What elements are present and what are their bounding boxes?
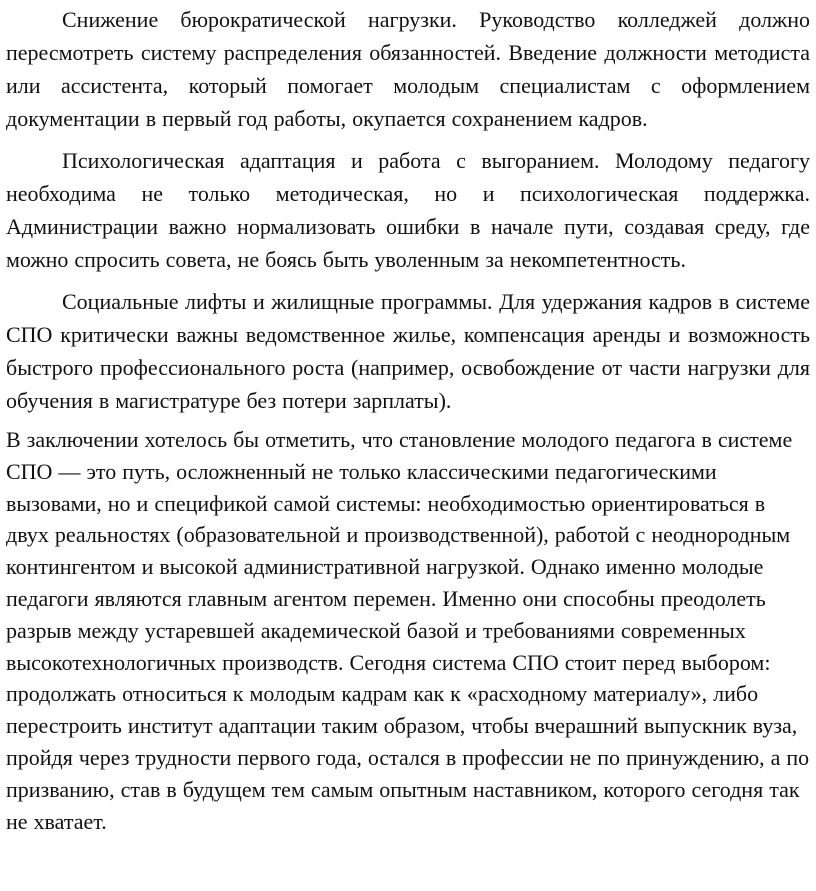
paragraph-psychological-adaptation: Психологическая адаптация и работа с выгоранием. Молодому педагогу необходима не только методическая, но и психологическая поддержка. Администрации важно нормализовать ошибки в начале пути, создавая среду, где можно спросить совета, не боясь быть уволенным за некомпетентность.	[6, 148, 810, 272]
paragraph-bureaucratic-load: Снижение бюрократической нагрузки. Руководство колледжей должно пересмотреть систему распределения обязанностей. Введение должности методиста или ассистента, который помогает молодым специалистам с оформлением документации в первый год работы, окупается сохранением кадров.	[6, 7, 810, 131]
paragraph-social-lifts: Социальные лифты и жилищные программы. Для удержания кадров в системе СПО критически важны ведомственное жилье, компенсация аренды и возможность быстрого профессионального роста (например, освобождение от части нагрузки для обучения в магистратуре без потери зарплаты).	[6, 289, 810, 413]
paragraph-conclusion: В заключении хотелось бы отметить, что становление молодого педагога в системе СПО — это путь, осложненный не только классическими педагогическими вызовами, но и спецификой самой системы: необходимостью ориентироваться в двух реальностях (образовательной и производственной), работой с неоднородным контингентом и высокой административной нагрузкой. Однако именно молодые педагоги являются главным агентом перемен. Именно они способны преодолеть разрыв между устаревшей академической базой и требованиями современных высокотехнологичных производств. Сегодня система СПО стоит перед выбором: продолжать относиться к молодым кадрам как к «расходному материалу», либо перестроить институт адаптации таким образом, чтобы вчерашний выпускник вуза, пройдя через трудности первого года, остался в профессии не по принуждению, а по призванию, став в будущем тем самым опытным наставником, которого сегодня так не хватает.	[6, 427, 810, 834]
